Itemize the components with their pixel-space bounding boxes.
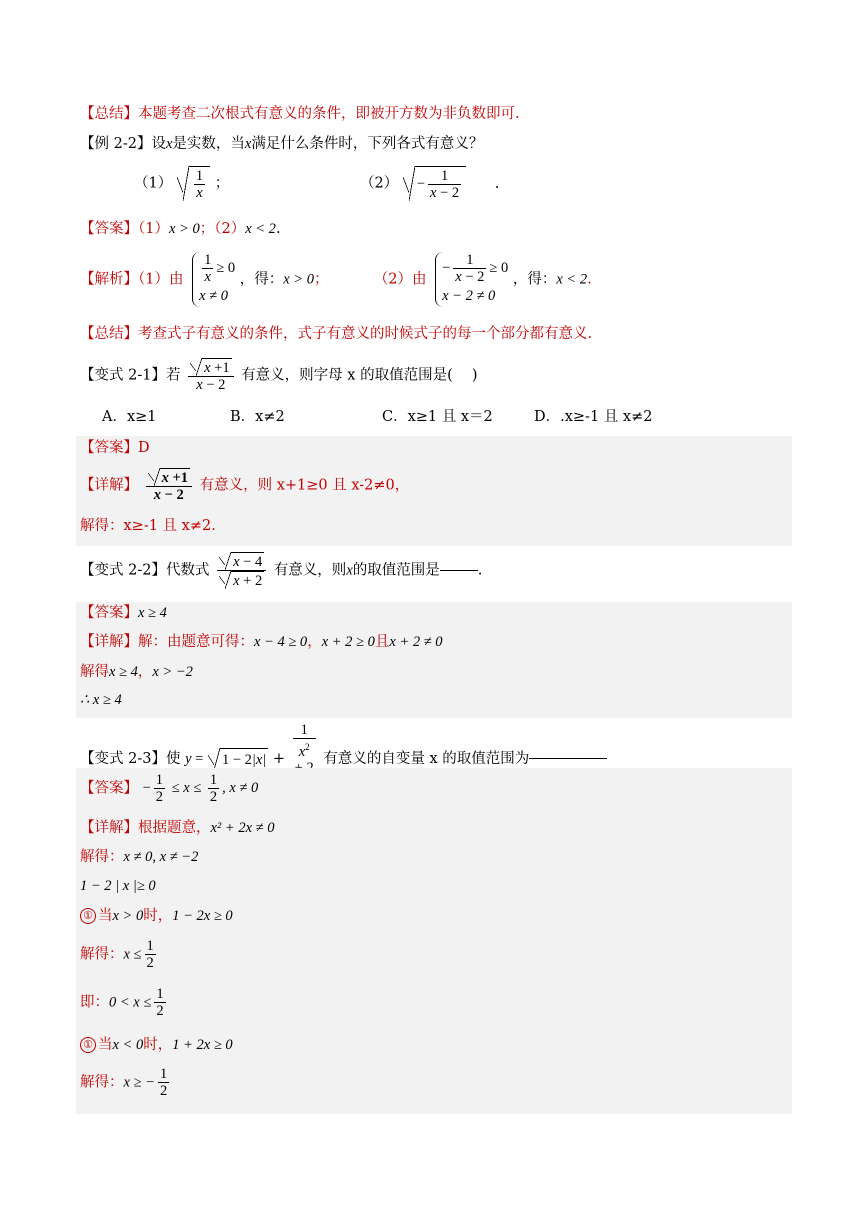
detail-tag: 【详解】	[80, 634, 138, 650]
detail-2-2-line3: ∴ x ≥ 4	[80, 692, 122, 708]
solution-text: ，得：	[512, 271, 557, 288]
solution-text: （2）由	[373, 271, 427, 288]
detail-text: 当	[98, 1037, 113, 1053]
frac-1-over-x2-2x: $\frac{1}{x^2}$	[293, 722, 316, 796]
minus: −	[142, 779, 151, 796]
answer-2-2	[80, 219, 281, 239]
example-2-2	[80, 134, 483, 154]
math-expr: x < 0	[112, 1037, 144, 1053]
summary-text: 考查式子有意义的条件，式子有意义的时候式子的每一个部分都有意义.	[138, 326, 593, 342]
option-b[interactable]: B．x≠2	[230, 409, 285, 425]
detail-text: 当	[98, 908, 113, 924]
answer-2-3	[80, 772, 258, 808]
detail-text: 解得：	[80, 849, 124, 865]
math-expr: x − 2 ≠ 0	[442, 288, 496, 304]
answer-tag: 【答案】	[80, 605, 138, 621]
detail-text: 有意义，则 x+1≥0 且 x-2≠0，	[199, 477, 410, 494]
solution-box-2-2	[76, 602, 792, 718]
detail-text: 时，	[143, 1037, 173, 1053]
detail-text: 时，	[143, 908, 173, 924]
answer-text: （2）	[214, 221, 246, 237]
var-x: x	[244, 136, 252, 152]
sqrt-1-over-x: $\frac{1}{x}$	[177, 166, 210, 201]
detail-2-3-case2	[80, 1035, 233, 1055]
detail-text: 解得：	[80, 1074, 124, 1091]
variant-2-2	[80, 552, 482, 592]
variant-tag: 【变式 2-2】	[80, 562, 166, 579]
variant-2-3	[80, 722, 607, 768]
answer-2-1	[80, 438, 150, 458]
math-expr: 1 − 2x ≥ 0	[172, 908, 233, 924]
punct: ，	[137, 664, 153, 680]
math-expr: x² + 2x ≠ 0	[210, 820, 275, 836]
math-expr: x ≠ 0, x ≠ −2	[123, 849, 199, 865]
answer-blank[interactable]	[440, 570, 478, 571]
punct: ；	[199, 221, 215, 237]
detail-2-1-result: 解得：x≥-1 且 x≠2.	[80, 518, 216, 534]
option-c[interactable]: C．x≥1 且 x＝2	[382, 409, 493, 425]
detail-2-2-line2	[80, 662, 193, 682]
detail-text: 解：由题意可得：	[138, 634, 254, 650]
detail-2-3-line3: 1 − 2 | x |≥ 0	[80, 878, 156, 894]
detail-2-3-line6	[80, 986, 169, 1022]
punct: .	[587, 271, 592, 288]
detail-2-1	[80, 468, 409, 504]
detail-2-3	[80, 818, 274, 838]
math-expr: x > −2	[152, 664, 193, 680]
detail-text: 解得：	[80, 946, 124, 963]
detail-2-3-line8	[80, 1066, 172, 1102]
condition-system-1: $\frac{1}{x}$ ≥ 0 x ≠ 0	[192, 252, 235, 307]
answer-text: （1）	[138, 221, 169, 237]
plus-sign: +	[272, 750, 286, 767]
detail-2-3-line5	[80, 938, 159, 974]
variant-text: 代数式	[165, 562, 210, 579]
answer-tag: 【答案】	[80, 780, 138, 797]
punct: ，	[307, 634, 322, 650]
punct: ；	[214, 175, 230, 192]
math-expr: , x ≠ 0	[222, 779, 259, 796]
example-text: 是实数，当	[172, 136, 245, 152]
option-a[interactable]: A．x≥1	[102, 409, 157, 425]
variant-tag: 【变式 2-3】	[80, 750, 166, 767]
math-expr: x ≥ −	[123, 1074, 155, 1091]
punct: .	[494, 175, 500, 192]
solution-text: ，得：	[239, 271, 284, 288]
math-expr: x ≥ 4	[109, 664, 138, 680]
frac-one-half: $\frac{1}{2}$	[159, 1066, 168, 1099]
sqrt-1-minus-2abs-x: 1 − 2|x|	[208, 748, 268, 770]
condition-system-2: − $\frac{1}{x - 2}$ ≥ 0 x − 2 ≠ 0	[435, 252, 508, 307]
variant-text: 若	[165, 367, 181, 384]
detail-2-3-case1	[80, 906, 233, 926]
variant-text: 的取值范围是	[352, 562, 440, 579]
math-expr: x ≥ 4	[138, 605, 167, 621]
variant-text: 有意义的自变量 x 的取值范围为	[323, 750, 530, 767]
summary-tag: 【总结】	[80, 106, 138, 122]
answer-blank[interactable]	[529, 758, 607, 759]
var-x: x	[346, 562, 353, 579]
detail-text: 即：	[80, 994, 109, 1011]
math-expr: x > 0	[112, 908, 144, 924]
part-label: （1）	[134, 175, 173, 192]
math-expr: ≥ 0	[216, 259, 236, 276]
solution-tag: 【解析】	[80, 271, 138, 288]
frac-sqrt-x-plus-1-bold: $\frac{x +1}{x - 2}$	[146, 468, 192, 503]
answer-2-2b	[80, 603, 167, 623]
detail-text: 根据题意，	[138, 820, 211, 836]
summary-tag: 【总结】	[80, 326, 138, 342]
circled-one-icon: ①	[80, 908, 96, 924]
variant-text: 使	[165, 750, 181, 767]
example-2-2-part2	[360, 166, 499, 201]
summary-1	[80, 104, 520, 124]
math-expr: x ≠ 0	[199, 288, 228, 304]
circled-one-icon: ①	[80, 1037, 96, 1053]
detail-text: 且	[374, 634, 390, 650]
detail-tag: 【详解】	[80, 820, 138, 836]
option-d[interactable]: D．.x≥-1 且 x≠2	[534, 409, 653, 425]
variant-tag: 【变式 2-1】	[80, 367, 166, 384]
variant-text: 有意义，则字母 x 的取值范围是( )	[241, 367, 478, 384]
math-expr: x + 2 ≠ 0	[389, 634, 443, 650]
math-expr: x + 2 ≥ 0	[321, 634, 375, 650]
math-expr: x − 4 ≥ 0	[254, 634, 308, 650]
detail-2-2	[80, 632, 443, 652]
example-text: 设	[151, 136, 166, 152]
answer-expr: − $\frac{1}{2}$ ≤ x ≤ $\frac{1}{2}$ , x ≠ 0	[142, 772, 259, 805]
punct: .	[275, 221, 281, 237]
frac-one-half: $\frac{1}{2}$	[146, 938, 154, 971]
summary-2	[80, 324, 592, 344]
example-2-2-part1	[134, 166, 229, 201]
summary-text: 本题考查二次根式有意义的条件，即被开方数为非负数即可.	[138, 106, 520, 122]
frac-sqrt-ratio: $\frac{x - 4}{x + 2}$	[217, 552, 266, 589]
answer-tag: 【答案】	[80, 440, 138, 456]
math-expr: x ≤	[123, 946, 142, 963]
punct: ；	[314, 271, 329, 288]
math-expr: x > 0	[283, 271, 315, 288]
variant-2-1	[80, 358, 478, 396]
math-expr: x < 2	[245, 221, 276, 237]
var-x: x	[165, 136, 173, 152]
math-expr: 0 < x ≤	[109, 994, 152, 1011]
part-label: （2）	[360, 175, 399, 192]
math-expr: x > 0	[168, 221, 200, 237]
variant-text: 有意义，则	[273, 562, 347, 579]
punct: .	[477, 562, 483, 579]
frac-sqrt-x-plus-1: $\frac{x +1}{x - 2}$	[188, 358, 234, 393]
detail-text: 解得	[80, 664, 109, 680]
math-expr: ≥ 0	[489, 259, 509, 276]
sqrt-neg-frac: − $\frac{1}{x - 2}$	[403, 166, 466, 201]
frac-one-half: $\frac{1}{2}$	[156, 986, 164, 1019]
example-text: 满足什么条件时，下列各式有意义？	[251, 136, 484, 152]
answer-value: D	[138, 440, 150, 456]
solution-2-2	[80, 252, 592, 308]
formula-y: y =	[185, 750, 204, 767]
solution-text: （1）由	[138, 271, 184, 288]
example-tag: 【例 2-2】	[80, 136, 152, 152]
math-expr: x < 2	[556, 271, 588, 288]
detail-tag: 【详解】	[80, 477, 138, 494]
answer-tag: 【答案】	[80, 221, 138, 237]
detail-2-3-line2	[80, 847, 198, 867]
math-expr: 1 + 2x ≥ 0	[172, 1037, 233, 1053]
